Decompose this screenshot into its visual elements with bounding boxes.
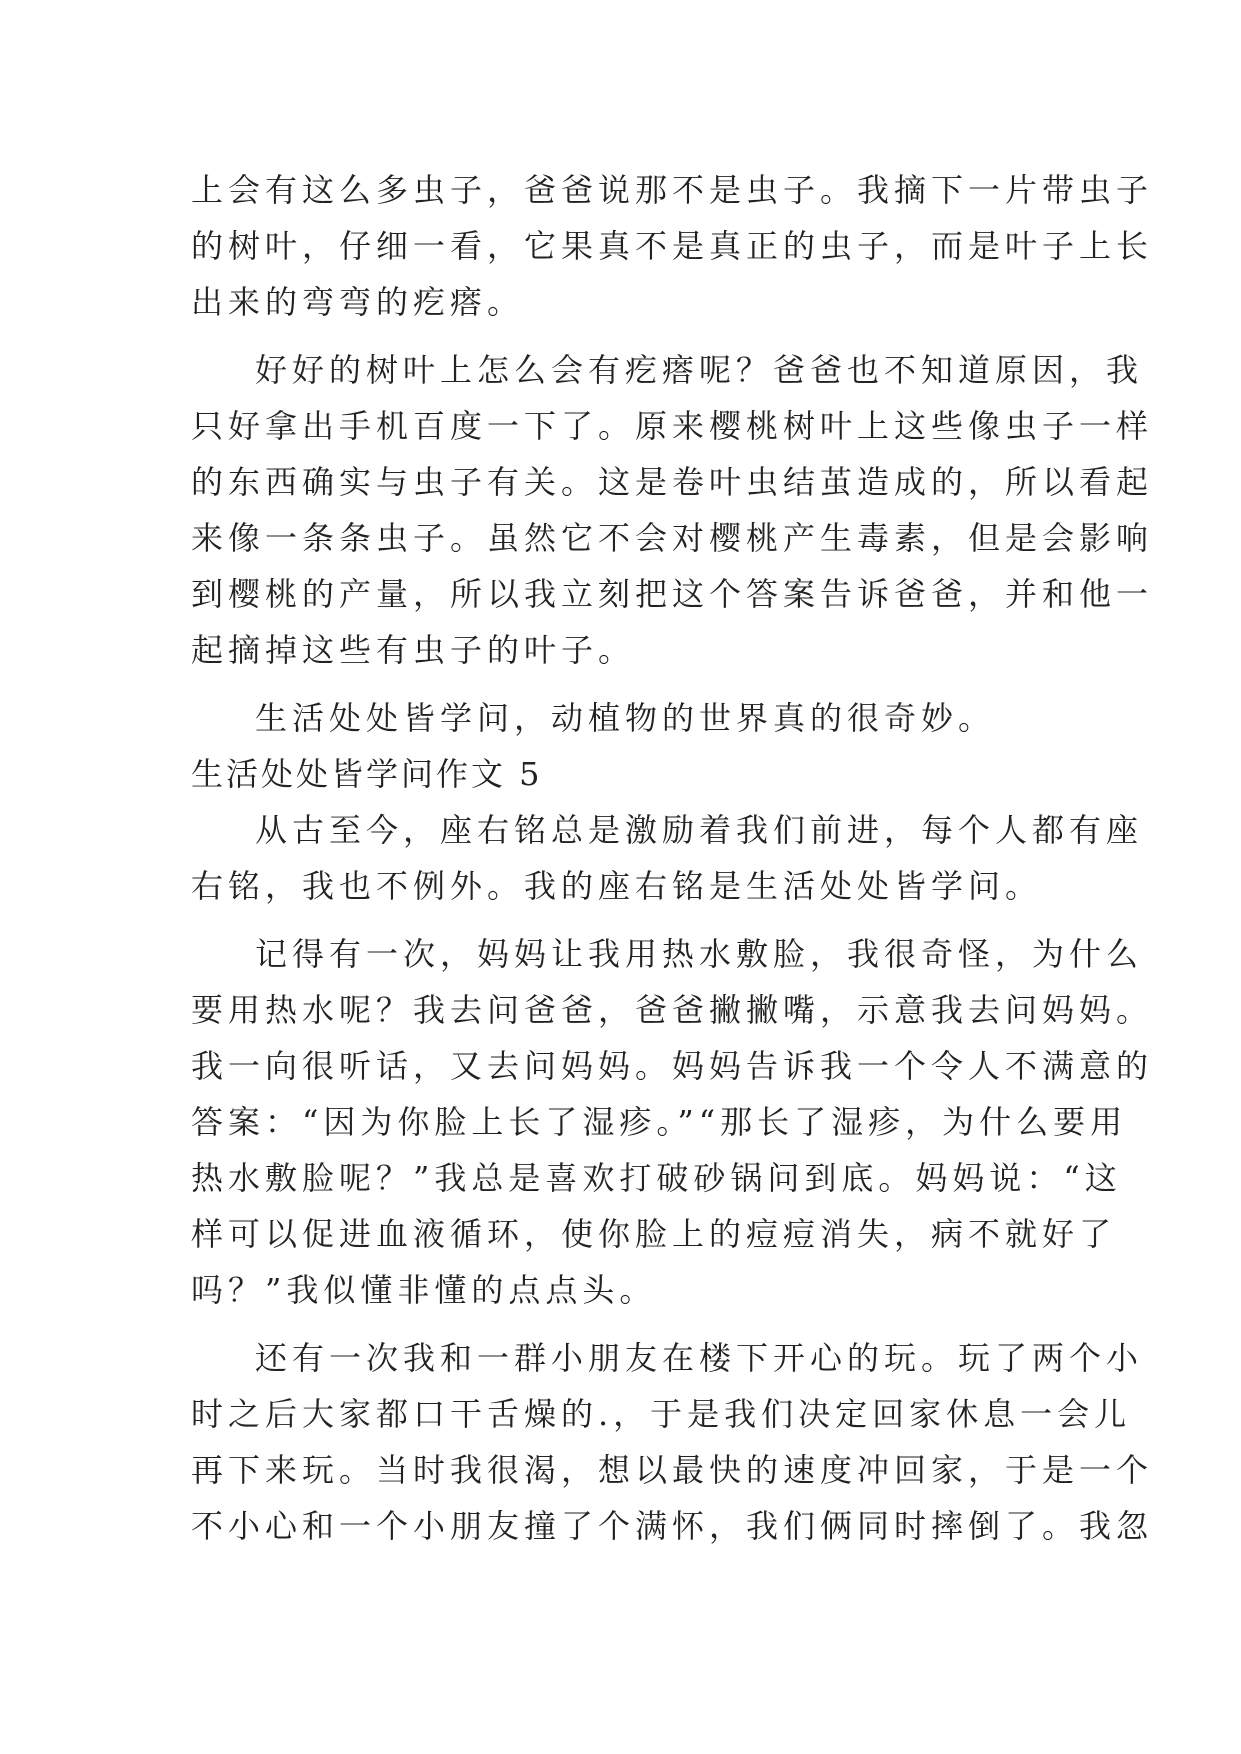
paragraph-continuation (191, 162, 1154, 330)
section-heading (191, 746, 1071, 802)
text-line: 起摘掉这些有虫子的叶子。 (191, 631, 636, 669)
text-line: 从古至今，座右铭总是激励着我们前进，每个人都有座 (255, 811, 1144, 849)
text-line: 再下来玩。当时我很渴，想以最快的速度冲回家，于是一个 (191, 1451, 1154, 1489)
essay-text (191, 162, 1154, 1554)
text-line: 我一向很听话，又去问妈妈。妈妈告诉我一个令人不满意的 (191, 1047, 1154, 1085)
text-line: 右铭，我也不例外。我的座右铭是生活处处皆学问。 (191, 867, 1043, 905)
text-line: 来像一条条虫子。虽然它不会对樱桃产生毒素，但是会影响 (191, 519, 1154, 557)
text-line: 答案：“因为你脸上长了湿疹。”“那长了湿疹，为什么要用 (191, 1103, 1128, 1141)
text-line: 的树叶，仔细一看，它果真不是真正的虫子，而是叶子上长 (191, 227, 1154, 265)
paragraph-motto (191, 802, 1144, 914)
paragraph-leaf (191, 342, 1154, 678)
text-line: 热水敷脸呢？”我总是喜欢打破砂锅问到底。妈妈说：“这 (191, 1159, 1122, 1197)
text-line: 上会有这么多虫子，爸爸说那不是虫子。我摘下一片带虫子 (191, 171, 1154, 209)
text-line: 出来的弯弯的疙瘩。 (191, 283, 525, 321)
text-line: 还有一次我和一群小朋友在楼下开心的玩。玩了两个小 (255, 1339, 1144, 1377)
section-title: 生活处处皆学问作文 5 (191, 755, 543, 793)
text-line: 记得有一次，妈妈让我用热水敷脸，我很奇怪，为什么 (255, 935, 1144, 973)
text-line: 的东西确实与虫子有关。这是卷叶虫结茧造成的，所以看起 (191, 463, 1154, 501)
text-line: 时之后大家都口干舌燥的.，于是我们决定回家休息一会儿 (191, 1395, 1132, 1433)
text-line: 生活处处皆学问，动植物的世界真的很奇妙。 (255, 699, 996, 737)
paragraph-conclusion (191, 690, 1071, 746)
text-line: 不小心和一个小朋友撞了个满怀，我们俩同时摔倒了。我忽 (191, 1507, 1154, 1545)
text-line: 要用热水呢？我去问爸爸，爸爸撇撇嘴，示意我去问妈妈。 (191, 991, 1154, 1029)
text-line: 样可以促进血液循环，使你脸上的痘痘消失，病不就好了 (191, 1215, 1117, 1253)
text-line: 好好的树叶上怎么会有疙瘩呢？爸爸也不知道原因，我 (255, 351, 1144, 389)
text-line: 到樱桃的产量，所以我立刻把这个答案告诉爸爸，并和他一 (191, 575, 1154, 613)
paragraph-hot-water (191, 926, 1154, 1318)
text-line: 只好拿出手机百度一下了。原来樱桃树叶上这些像虫子一样 (191, 407, 1154, 445)
paragraph-playing (191, 1330, 1154, 1554)
text-line: 吗？”我似懂非懂的点点头。 (191, 1271, 657, 1309)
